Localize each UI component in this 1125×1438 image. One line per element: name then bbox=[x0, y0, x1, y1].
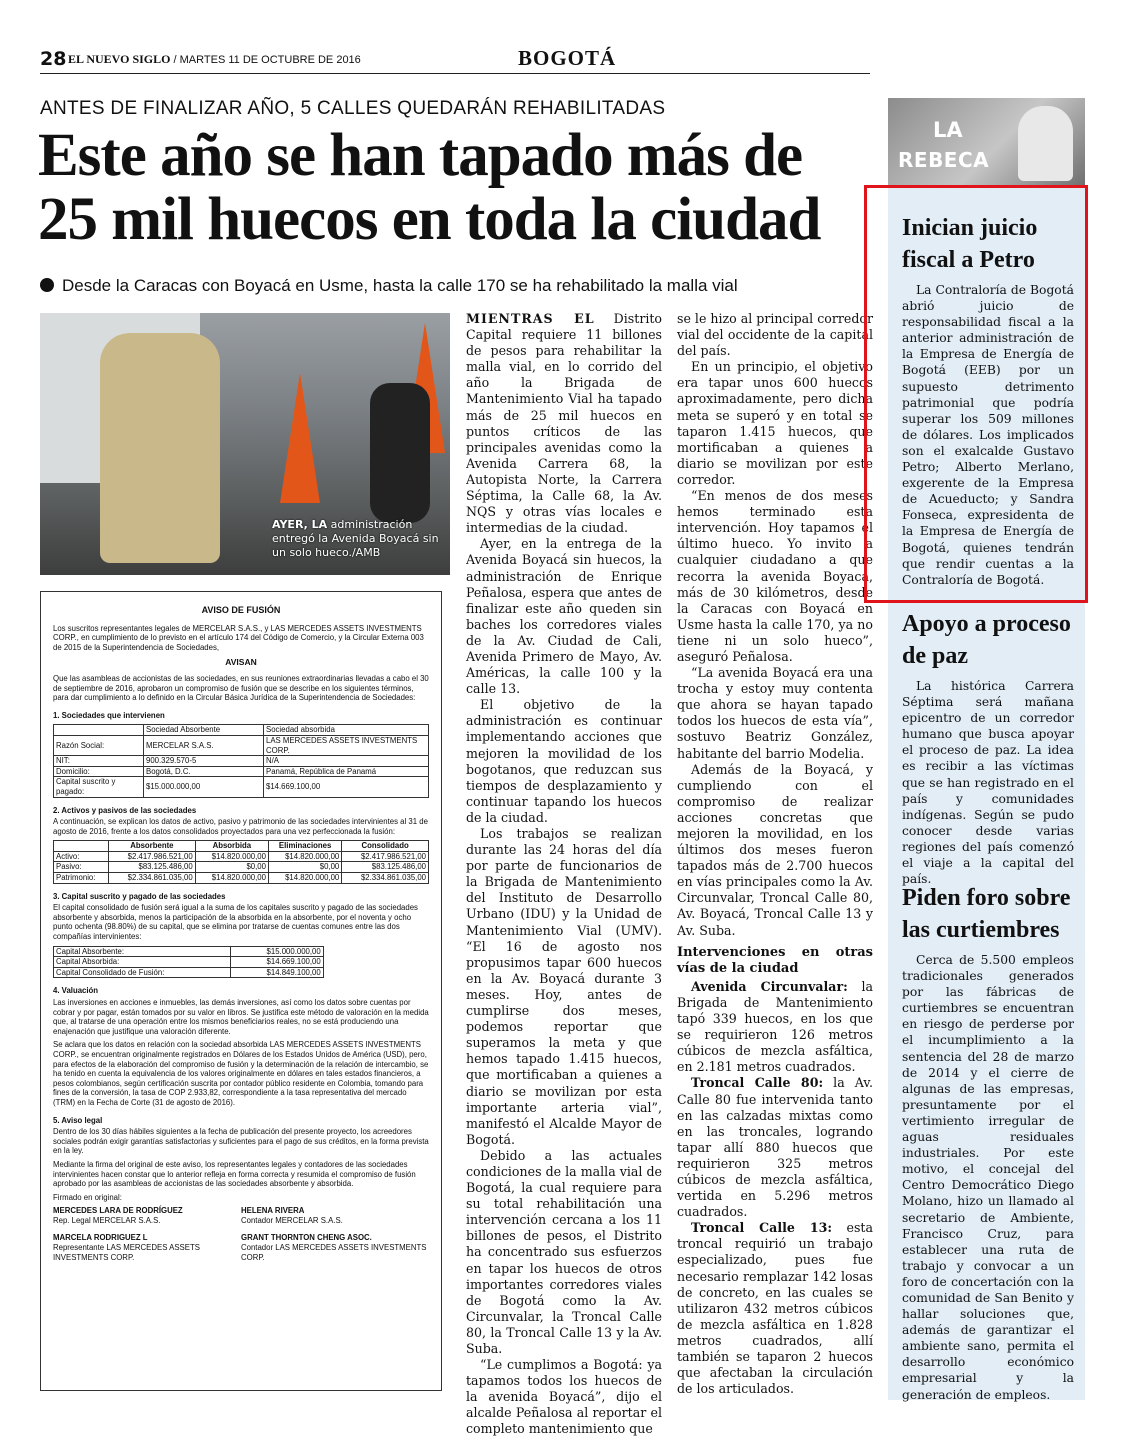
table-cell: $15.000.000,00 bbox=[144, 777, 264, 797]
article-paragraph-text: esta troncal requirió un trabajo especializado, pues fue necesario remplazar 142 losas de concreto, en las cuales se utilizaron 432 metros cúbicos de mezcla asfáltica en 1.828 metros cuadrados, allí también se taparon 2 huecos que afectaban la circulación de los articulados. bbox=[677, 1220, 873, 1397]
table-row bbox=[54, 777, 429, 797]
article-paragraph bbox=[677, 979, 873, 1076]
table-cell: $14.669.100,00 bbox=[231, 957, 324, 968]
table-cell: Patrimonio: bbox=[54, 873, 109, 884]
article-paragraph: En un principio, el objetivo era tapar unos 600 huecos aproximadamente, pero dicha meta se superó y en total se taparon 1.415 huecos, que mortificaban a quienes a diario se movilizan por este corredor. bbox=[677, 359, 873, 487]
table-cell: $2.417.986.521,00 bbox=[109, 851, 196, 862]
notice-section-title: 2. Activos y pasivos de las sociedades bbox=[53, 805, 197, 815]
table-header: Absorbente bbox=[109, 841, 196, 852]
signature-block bbox=[241, 1206, 429, 1225]
bullet-icon bbox=[40, 278, 54, 292]
article-subheading: Intervenciones en otras vías de la ciudad bbox=[677, 944, 873, 976]
article-paragraph: Además de la Boyacá, y cumpliendo con el compromiso de realizar acciones concretas que mejoren la movilidad, en los últimos dos meses fueron tapados más de 2.700 huecos en vías principales como la Av. Circunvalar, Troncal Calle 80, Av. Boyacá, Troncal Calle 13 y Av. Suba. bbox=[677, 761, 873, 938]
la-rebeca-banner bbox=[888, 98, 1085, 188]
signature-block bbox=[53, 1206, 241, 1225]
table-row bbox=[54, 756, 429, 767]
table-cell: $83.125.486,00 bbox=[342, 862, 429, 873]
article-column-2 bbox=[677, 311, 873, 1397]
article-paragraph: Los trabajos se realizan durante las 24 horas del día por parte de funcionarios de la Brigada de Mantenimiento del Instituto de Desarrollo Urbano (IDU) y la Unidad de Mantenimiento Vial (UMV). “El 16 de agosto nos propusimos tapar 600 huecos en la Av. Boyacá durante 3 meses. Hoy, antes de cumplirse dos meses, podemos reportar que superamos la meta y que hemos tapado 1.415 huecos, que mortificaban a quienes a diario se movilizan por esta importante arteria vial”, manifestó el Alcalde Mayor de Bogotá. bbox=[466, 826, 662, 1147]
table-row bbox=[54, 873, 429, 884]
signature-name: MERCEDES LARA DE RODRÍGUEZ bbox=[53, 1206, 183, 1216]
article-column-1 bbox=[466, 311, 662, 1438]
table-header: Eliminaciones bbox=[268, 841, 341, 852]
table-cell: $2.417.986.521,00 bbox=[342, 851, 429, 862]
article-headline: Este año se han tapado más de 25 mil huecos en toda la ciudad bbox=[38, 122, 821, 253]
article-paragraph-text: la Av. Calle 80 fue intervenida tanto en las calzadas mixtas como en las troncales, logrando tapar allí 880 huecos que requirieron 325 metros cúbicos de mezcla asfáltica, vertida en 5.296 metros cuadrados. bbox=[677, 1075, 873, 1220]
photo-caption bbox=[272, 518, 442, 560]
sidebar-story bbox=[902, 608, 1074, 887]
notice-title: AVISO DE FUSIÓN bbox=[201, 605, 281, 615]
photo-worker bbox=[100, 333, 220, 563]
table-cell: 900.329.570-5 bbox=[144, 756, 264, 767]
companies-table bbox=[53, 724, 429, 797]
article-paragraph bbox=[677, 1075, 873, 1220]
notice-paragraph: El capital consolidado de fusión será igual a la suma de los capitales suscrito y pagado de las sociedades absorbente y absorbida, menos la participación de la absorbida en la absorbente, por el noventa y ocho punto ochenta (98.80%) de su capital, que se elimina por tratarse de cuentas comunes entre las dos compañías intervinientes: bbox=[53, 903, 418, 942]
sidebar-story bbox=[902, 882, 1074, 1403]
masthead-rule bbox=[40, 73, 870, 74]
section-title: BOGOTÁ bbox=[518, 46, 617, 70]
table-cell bbox=[54, 725, 144, 736]
notice-section-title: 1. Sociedades que intervienen bbox=[53, 710, 165, 720]
notice-paragraph: Que las asambleas de accionistas de las sociedades, en sus reuniones extraordinarias llevadas a cabo el 30 de septiembre de 2016, aprobaron un compromiso de fusión que se describe en los siguientes términos, para dar cumplimiento a lo definido en la Circular Básica Jurídica de la Superintendencia de Sociedades: bbox=[53, 673, 429, 703]
table-cell: Pasivo: bbox=[54, 862, 109, 873]
notice-avisan: AVISAN bbox=[225, 657, 257, 668]
article-paragraph: Debido a las actuales condiciones de la malla vial de Bogotá, la cual requiere para su total rehabilitación una intervención cercana a los 11 billones de pesos, el Distrito ha concentrado sus esfuerzos en tapar los huecos de otros importantes corredores viales de Bogotá como la Av. Circunvalar, la Troncal Calle 80, la Troncal Calle 13 y la Av. Suba. bbox=[466, 1147, 662, 1356]
table-cell: Razón Social: bbox=[54, 735, 144, 755]
table-cell: Capital Absorbente: bbox=[54, 946, 231, 957]
table-cell: $2.334.861.035,00 bbox=[109, 873, 196, 884]
article-paragraph: “Le cumplimos a Bogotá: ya tapamos todos los huecos de la avenida Boyacá”, dijo el alcalde Peñalosa al reportar el completo mantenimiento que bbox=[466, 1357, 662, 1437]
article-photo bbox=[40, 313, 450, 575]
masthead bbox=[40, 46, 1085, 76]
table-cell: Capital Consolidado de Fusión: bbox=[54, 967, 231, 978]
signature-role: Contador LAS MERCEDES ASSETS INVESTMENTS CORP. bbox=[241, 1243, 427, 1262]
signature-name: MARCELA RODRIGUEZ L bbox=[53, 1233, 148, 1243]
notice-signatures bbox=[53, 1206, 429, 1270]
signature-role: Representante LAS MERCEDES ASSETS INVESTMENTS CORP. bbox=[53, 1243, 200, 1262]
photo-caption-lead: AYER, LA bbox=[272, 518, 328, 531]
sidebar-story-text: Cerca de 5.500 empleos tradicionales generados por las fábricas de curtiembres se encuentran en riesgo de perderse por el incumplimiento a la sentencia del 28 de marzo de 2014 y el cierre de algunas de las empresas, presuntamente por el vertimiento irregular de aguas residuales industriales. Por este motivo, el concejal del Centro Democrático Diego Molano, hizo un llamado al secretario de Ambiente, Francisco Cruz, para establecer una ruta de trabajo y convocar a un foro de concertación con la comunidad de San Benito y hallar soluciones que, además de garantizar el ambiente sano, permita el desarrollo económico empresarial y la generación de empleos. bbox=[902, 953, 1074, 1402]
table-row bbox=[54, 967, 324, 978]
article-paragraph-text: la Brigada de Mantenimiento tapó 339 huecos, en los que se requirieron 126 metros cúbicos de mezcla asfáltica, en 2.181 metros cuadrados. bbox=[677, 978, 873, 1075]
page-number: 28 bbox=[40, 48, 67, 70]
table-cell: Capital suscrito y pagado: bbox=[54, 777, 144, 797]
table-row bbox=[54, 862, 429, 873]
article-paragraph: se le hizo al principal corredor vial del occidente de la capital del país. bbox=[677, 311, 873, 359]
table-header bbox=[54, 841, 109, 852]
signature-name: HELENA RIVERA bbox=[241, 1206, 305, 1216]
signature-block bbox=[241, 1233, 429, 1262]
table-cell: Domicilio: bbox=[54, 766, 144, 777]
assets-table bbox=[53, 840, 429, 883]
table-cell: $14.820.000,00 bbox=[268, 873, 341, 884]
sidebar-story-title: Inician juicio fiscal a Petro bbox=[902, 215, 1038, 273]
notice-section-title: 3. Capital suscrito y pagado de las sociedades bbox=[53, 891, 226, 901]
article-paragraph bbox=[466, 311, 662, 536]
article-kicker: ANTES DE FINALIZAR AÑO, 5 CALLES QUEDARÁN REHABILITADAS bbox=[40, 98, 666, 119]
table-cell: $14.849.100,00 bbox=[231, 967, 324, 978]
photo-cone bbox=[280, 373, 320, 503]
article-item-lead: Troncal Calle 80: bbox=[691, 1075, 824, 1091]
table-cell: Capital Absorbida: bbox=[54, 957, 231, 968]
table-cell: $2.334.861.035,00 bbox=[342, 873, 429, 884]
table-cell: N/A bbox=[264, 756, 429, 767]
table-header-row bbox=[54, 725, 429, 736]
table-cell: $15.000.000,00 bbox=[231, 946, 324, 957]
notice-paragraph: Mediante la firma del original de este aviso, los representantes legales y contadores de las sociedades intervinientes hacen constar que lo anterior refleja en forma correcta y resumida el compromiso de fusión aprobado por las asambleas de accionistas de las sociedades absorbente y absorbida. bbox=[53, 1159, 416, 1189]
merger-notice bbox=[40, 591, 442, 1391]
table-cell: Panamá, República de Panamá bbox=[264, 766, 429, 777]
photo-motorcycle bbox=[370, 383, 430, 523]
notice-section-title: 4. Valuación bbox=[53, 986, 99, 996]
sidebar-story-text: La Contraloría de Bogotá abrió juicio de responsabilidad fiscal a la anterior administración de la Empresa de Energía de Bogotá (EEB) por un supuesto detrimento patrimonial que podría superar los 509 millones de dólares. Los implicados son el exalcalde Gustavo Petro; Alberto Merlano, exgerente de la Empresa de Acueducto; y Sandra Fonseca, expresidenta de la Empresa de Energía de Bogotá, quienes tendrán que rendir cuentas a la Contraloría de Bogotá. bbox=[902, 283, 1074, 587]
notice-intro: Los suscritos representantes legales de MERCELAR S.A.S., y LAS MERCEDES ASSETS INVESTMENTS CORP., en cumplimiento de lo previsto en el artículo 174 del Código de Comercio, y la Circular Externa 003 de 2015 de la Superintendencia de Sociedades, bbox=[53, 623, 424, 652]
photo-caption-text: administración entregó la Avenida Boyacá sin un solo hueco./AMB bbox=[272, 518, 439, 559]
table-cell: $14.820.000,00 bbox=[195, 873, 268, 884]
sidebar-story-title: Apoyo a proceso de paz bbox=[902, 611, 1071, 669]
table-row bbox=[54, 957, 324, 968]
table-cell: $0,00 bbox=[195, 862, 268, 873]
table-cell: $14.820.000,00 bbox=[195, 851, 268, 862]
article-item-lead: Avenida Circunvalar: bbox=[691, 978, 848, 994]
table-cell: $14.669.100,00 bbox=[264, 777, 429, 797]
table-cell: Sociedad Absorbente bbox=[144, 725, 264, 736]
article-paragraph: “En menos de dos meses hemos terminado esta intervención. Hoy tapamos el último hueco. Yo invito a cualquier ciudadano a que recorra la avenida Boyacá, más de 30 kilómetros, desde la Caracas con Boyacá en Usme hasta la calle 170, ya no tiene ni un solo hueco”, aseguró Peñalosa. bbox=[677, 488, 873, 664]
article-paragraph: “La avenida Boyacá era una trocha y estoy muy contenta que ahora se hayan tapado todos los huecos de esta vía”, sostuvo Beatriz González, habitante del barrio Modelia. bbox=[677, 665, 873, 761]
table-cell: MERCELAR S.A.S. bbox=[144, 735, 264, 755]
table-cell: $14.820.000,00 bbox=[268, 851, 341, 862]
article-lead: MIENTRAS EL bbox=[466, 311, 595, 326]
notice-section-title: 5. Aviso legal bbox=[53, 1115, 103, 1125]
signature-role: Contador MERCELAR S.A.S. bbox=[241, 1215, 343, 1225]
table-cell: $0,00 bbox=[268, 862, 341, 873]
table-cell: NIT: bbox=[54, 756, 144, 767]
article-paragraph: Ayer, en la entrega de la Avenida Boyacá sin huecos, la administración de Enrique Peñalosa, espera que antes de finalizar este año queden sin baches los corredores viales de la Av. Ciudad de Cali, Avenida Primero de Mayo, Av. Américas, la calle 100 y la calle 13. bbox=[466, 536, 662, 697]
table-row bbox=[54, 946, 324, 957]
table-row bbox=[54, 766, 429, 777]
notice-paragraph: Se aclara que los datos en relación con la sociedad absorbida LAS MERCEDES ASSETS INVESTMENTS CORP., se encuentran originalmente registrados en Dólares de los Estados Unidos de América (USD), pero, para efectos de la elaboración del compromiso de fusión y la determinación de la relación de intercambio, se ha tenido en cuenta la equivalencia de los valores originalmente en dólares en tales estados financieros, a pesos colombianos, según certificación suscrita por contador público residente en Colombia, tomando para fines de la conversión, la tasa de COP 2.933,82, correspondiente a la tasa representativa del mercado (TRM) en la Fecha de Corte (31 de agosto de 2016). bbox=[53, 1040, 429, 1107]
notice-paragraph: A continuación, se explican los datos de activo, pasivo y patrimonio de las sociedades intervinientes al 31 de agosto de 2016, frente a los datos consolidados proyectados para una vez perfeccionada la fusión: bbox=[53, 817, 428, 836]
table-cell: Bogotá, D.C. bbox=[144, 766, 264, 777]
table-cell: Activo: bbox=[54, 851, 109, 862]
table-row bbox=[54, 851, 429, 862]
article-paragraph bbox=[677, 1220, 873, 1397]
article-paragraph: El objetivo de la administración es continuar implementando acciones que mejoren la movilidad de los bogotanos, que reduzcan sus tiempos de desplazamiento y continuar tapando los huecos de la ciudad. bbox=[466, 697, 662, 825]
banner-line-2: REBECA bbox=[898, 148, 990, 172]
table-header: Consolidado bbox=[342, 841, 429, 852]
article-item-lead: Troncal Calle 13: bbox=[691, 1220, 832, 1236]
notice-paragraph: Dentro de los 30 días hábiles siguientes a la fecha de publicación del presente proyecto, los acreedores sociales podrán exigir garantías satisfactorias y suficientes para el pago de sus créditos, en la forma prevista en la ley. bbox=[53, 1127, 429, 1156]
signature-role: Rep. Legal MERCELAR S.A.S. bbox=[53, 1215, 161, 1225]
capital-table bbox=[53, 946, 324, 979]
paper-name: EL NUEVO SIGLO bbox=[68, 52, 171, 66]
sidebar-story-title: Piden foro sobre las curtiembres bbox=[902, 885, 1071, 943]
banner-line-1: LA bbox=[933, 118, 963, 142]
highlight-box bbox=[864, 185, 1088, 603]
table-header: Absorbida bbox=[195, 841, 268, 852]
signature-block bbox=[53, 1233, 241, 1262]
signature-name: GRANT THORNTON CHENG ASOC. bbox=[241, 1233, 372, 1243]
table-cell: Sociedad absorbida bbox=[264, 725, 429, 736]
article-subhead bbox=[40, 276, 738, 296]
notice-paragraph: Las inversiones en acciones e inmuebles, las demás inversiones, así como los datos sobre cuentas por cobrar y por pagar, están tomados por su valor en libros. Se justifica este método de valoración en la medida que, al tratarse de una operación entre los mismos beneficiarios reales, no se está produciendo una enajenación que justifique una valoración diferente. bbox=[53, 998, 429, 1036]
issue-date: / MARTES 11 DE OCTUBRE DE 2016 bbox=[173, 54, 361, 66]
article-paragraph-text: Distrito Capital requiere 11 billones de pesos para rehabilitar la malla vial, en lo corrido del año la Brigada de Mantenimiento Vial ha tapado más de 25 mil huecos en puntos críticos de las principales avenidas como la Avenida Carrera 68, la Autopista Norte, la Carrera Séptima, la Calle 68, la Av. NQS y otras vías locales e intermedias de la ciudad. bbox=[466, 311, 663, 536]
notice-signed-label: Firmado en original: bbox=[53, 1192, 122, 1202]
table-cell: LAS MERCEDES ASSETS INVESTMENTS CORP. bbox=[264, 735, 429, 755]
table-header-row bbox=[54, 841, 429, 852]
table-cell: $83.125.486,00 bbox=[109, 862, 196, 873]
article-subhead-text: Desde la Caracas con Boyacá en Usme, hasta la calle 170 se ha rehabilitado la malla vial bbox=[62, 276, 738, 295]
issue-info bbox=[68, 52, 361, 67]
statue-image bbox=[1018, 106, 1073, 181]
sidebar-story-text: La histórica Carrera Séptima será mañana epicentro de un corredor humano que busca apoyar el proceso de paz. La idea es recibir a las víctimas que se han registrado en el país y comunidades indígenas. Según se pudo conocer desde varias regiones del país comenzó el viaje a la capital del país. bbox=[902, 679, 1074, 887]
table-row bbox=[54, 735, 429, 755]
